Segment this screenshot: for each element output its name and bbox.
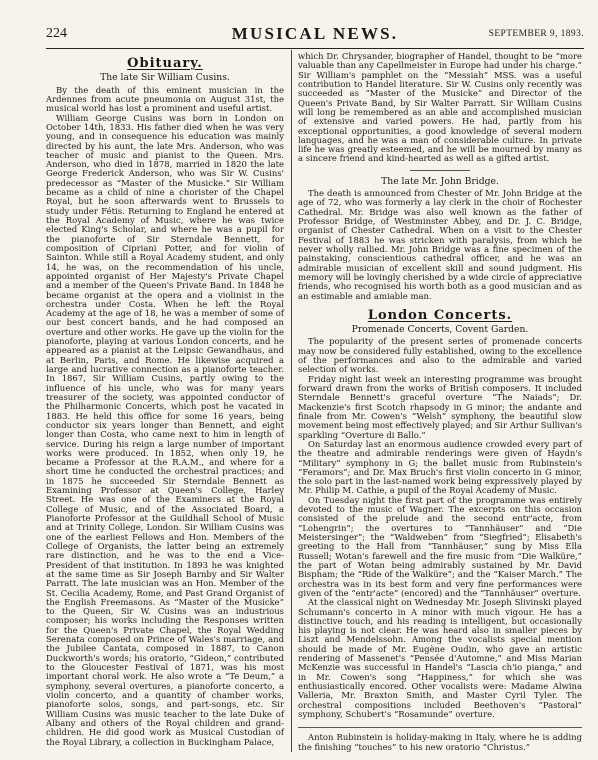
bridge-title: The late Mr. John Bridge. bbox=[381, 175, 499, 187]
left-column bbox=[46, 55, 284, 747]
obituary-heading: Obituary. bbox=[127, 56, 203, 71]
cusins-paragraph-2: William George Cusins was born in London on October 14th, 1833. His father died when he was very young, and in consequence his education was mainly directed by his aunt, the late Mrs. Anderson, who was teacher of music and pianist to the Queen. Mrs. Anderson, who died in 1878, married in 1820 the late George Frederick Anderson, who was Sir W. Cusins' predecessor as “Master of the Musicke.” Sir William became as a child of nine a chorister of the Chapel Royal, but he soon afterwards went to Brussels to study under Fétis. Returning to England he entered at the Royal Academy of Music, where he was twice elected King's Scholar, and where he was a pupil for the pianoforte of Sir Sterndale Bennett, for composition of Cipriani Potter, and for violin of Sainton. While still a Royal Academy student, and only 14, he was, on the recommendation of his uncle, appointed organist of Her Majesty's Private Chapel and a member of the Queen's Private Band. In 1848 he became organist at the opera and a violinist in the orchestra under Costa. When he left the Royal Academy at the age of 18, he was a member of some of our best concert bands, and he had composed an overture and other works. He gave up the violin for the pianoforte, playing at various London concerts, and he appeared as a pianist at the Leipsic Gewandhaus, and at Berlin, Paris, and Rome. He likewise acquired a large and lucrative connection as a pianoforte teacher. In 1867, Sir William Cusins, partly owing to the influence of his uncle, who was for many years treasurer of the society, was appointed conductor of the Philharmonic Concerts, which post he vacated in 1883. He held this office for some 16 years, being conductor six years longer than Bennett, and eight longer than Costa, who came next to him in length of service. During his reign a large number of important works were produced. In 1852, when only 19, he became a Professor at the R.A.M., and where for a short time he conducted the orchestral practices; and in 1875 he succeeded Sir Sterndale Bennett as Examining Professor at Queen's College, Harley Street. He was one of the Examiners at the Royal College of Music, and of the Associated Board, a Pianoforte Professor at the Guildhall School of Music and at Trinity College, London. Sir William Cusins was one of the earliest Fellows and Hon. Members of the College of Organists, the latter being an extremely rare distinction, and he was to the end a Vice-President of that institution. In 1893 he was knighted at the same time as Sir Joseph Barnby and Sir Walter Parratt. The late musician was an Hon. Member of the St. Cecilia Academy, Rome, and Past Grand Organist of the English Freemasons. As “Master of the Musicke” to the Queen, Sir W. Cusins was an industrious composer; his works including the Responses written for the Queen's Private Chapel, the Royal Wedding Serenata composed on Prince of Wales's marriage, and the Jubilee Cantata, composed in 1887, to Canon Duckworth's words; his oratorio, “Gideon,” contributed to the Gloucester Festival of 1871, was his most important choral work. He also wrote a “Te Deum,” a symphony, several overtures, a pianoforte concerto, a violin concerto, and a quantity of chamber works, pianoforte solos, songs, and part-songs, etc. Sir William Cusins was music teacher to the late Duke of Albany and others of the Royal children and grand-children. He did good work as Musical Custodian of the Royal Library, a collection in Buckingham Palace, bbox=[46, 112, 284, 747]
concerts-subtitle: Promenade Concerts, Covent Garden. bbox=[351, 324, 529, 336]
cusins-title: The late Sir William Cusins. bbox=[100, 72, 230, 84]
right-column bbox=[298, 52, 582, 752]
cusins-paragraph-2-continued: which Dr. Chrysander, biographer of Handel, thought to be “more valuable than any Capellmeister in Europe had under his charge.” Sir William's pamphlet on the “Messiah” MSS. was a useful contribution to Handel literature. Sir W. Cusins only recently was succeeded as “Master of the Musicke” and Director of the Queen's Private Band, by Sir Walter Parratt. Sir William Cusins will long be remembered as an able and accomplished musician of extensive and varied powers. He had, partly from his exceptional opportunities, a good knowledge of several modern languages, and he was a man of considerable culture. In private life he was greatly esteemed, and he will be mourned by many as a sincere friend and kind-hearted as well as a gifted artist. bbox=[298, 51, 582, 164]
rubinstein-note: Anton Rubinstein is holiday-making in Italy, where he is adding the finishing “touches” to his new oratorio “Christus.” bbox=[298, 732, 582, 752]
issue-date: SEPTEMBER 9, 1893. bbox=[488, 29, 584, 39]
concerts-paragraph-3: On Saturday last an enormous audience crowded every part of the theatre and admirable renderings were given of Haydn's “Military” symphony in G; the ballet music from Rubinstein's “Feramors”; and Dr. Max Bruch's first violin concerto in G minor, the solo part in the last-named work being expressively played by Mr. Philip M. Cathie, a pupil of the Royal Academy of Music. bbox=[298, 438, 582, 496]
bridge-paragraph: The death is announced from Chester of Mr. John Bridge at the age of 72, who was formerly a lay clerk in the choir of Rochester Cathedral. Mr. Bridge was also well known as the father of Professor Bridge, of Westminster Abbey, and Dr. J. C. Bridge, organist of Chester Cathedral. When on a visit to the Chester Festival of 1883 he was stricken with paralysis, from which he never wholly rallied. Mr. John Bridge was a fine specimen of the painstaking, conscientious cathedral officer, and he was an admirable musician of excellent skill and sound judgment. His memory will be lovingly cherished by a wide circle of appreciative friends, who recognised his worth both as a good musician and as an estimable and amiable man. bbox=[298, 188, 582, 301]
publication-title: MUSICAL NEWS. bbox=[231, 24, 399, 43]
page-number: 224 bbox=[46, 26, 67, 41]
concerts-paragraph-5: At the classical night on Wednesday Mr. Joseph Slivinski played Schumann's concerto in A minor with much vigour. He has a distinctive touch, and his reading is intelligent, but occasionally his playing is not clear. He was heard also in smaller pieces by Liszt and Mendelssohn. Among the vocalists special mention should be made of Mr. Eugène Oudin, who gave an artistic rendering of Massenet's “Pensée d'Automne,” and Miss Marian McKenzie was successful in Handel's “Lascia ch'io pianga,” and in Mr. Cowen's song “Happiness,” for which she was enthusiastically encored. Other vocalists were: Madame Alwina Valleria, Mr. Braxton Smith, and Master Cyril Tyler. The orchestral compositions included Beethoven's “Pastoral” symphony, Schubert's “Rosamunde” overture. bbox=[298, 597, 582, 719]
column-divider bbox=[291, 50, 292, 752]
page-header bbox=[46, 24, 584, 46]
section-divider bbox=[410, 170, 470, 171]
concerts-heading: London Concerts. bbox=[367, 307, 513, 323]
concerts-paragraph-4: On Tuesday night the first part of the programme was entirely devoted to the music of Wagner. The excerpts on this occasion consisted of the prelude and the second entr'acte, from “Lohengrin”; the overtures to “Tannhäuser” and “Die Meistersinger”; the “Waldweben” from “Siegfried”; Elisabeth's greeting to the Hall from “Tannhäuser,” sung by Miss Ella Russell; Wotan's farewell and the fire music from “Die Walküre,” the part of Wotan being admirably sustained by Mr. David Bispham; the “Ride of the Walküre”; and the “Kaiser March.” The orchestra was in its best form and very fine performances were given of the “entr'acte” (encored) and the “Tannhäuser” overture. bbox=[298, 494, 582, 598]
concerts-paragraph-1: The popularity of the present series of promenade concerts may now be considered fully established, owing to the excellence of the performances and also to the admirable and varied selection of works. bbox=[298, 336, 582, 375]
concerts-paragraph-2: Friday night last week an interesting programme was brought forward drawn from the works of British composers. It included Sterndale Bennett's graceful overture “The Naiads”; Dr. Mackenzie's first Scotch rhapsody in G minor; the andante and finale from Mr. Cowen's “Welsh” symphony, the beautiful slow movement being most effectively played; and Sir Arthur Sullivan's sparkling “Overture di Ballo.” bbox=[298, 373, 582, 440]
header-rule bbox=[46, 48, 584, 49]
footnote-box bbox=[298, 727, 582, 752]
cusins-paragraph-1: By the death of this eminent musician in the Ardennes from acute pneumonia on August 31st, the musical world has lost a prominent and useful artist. bbox=[46, 84, 284, 114]
